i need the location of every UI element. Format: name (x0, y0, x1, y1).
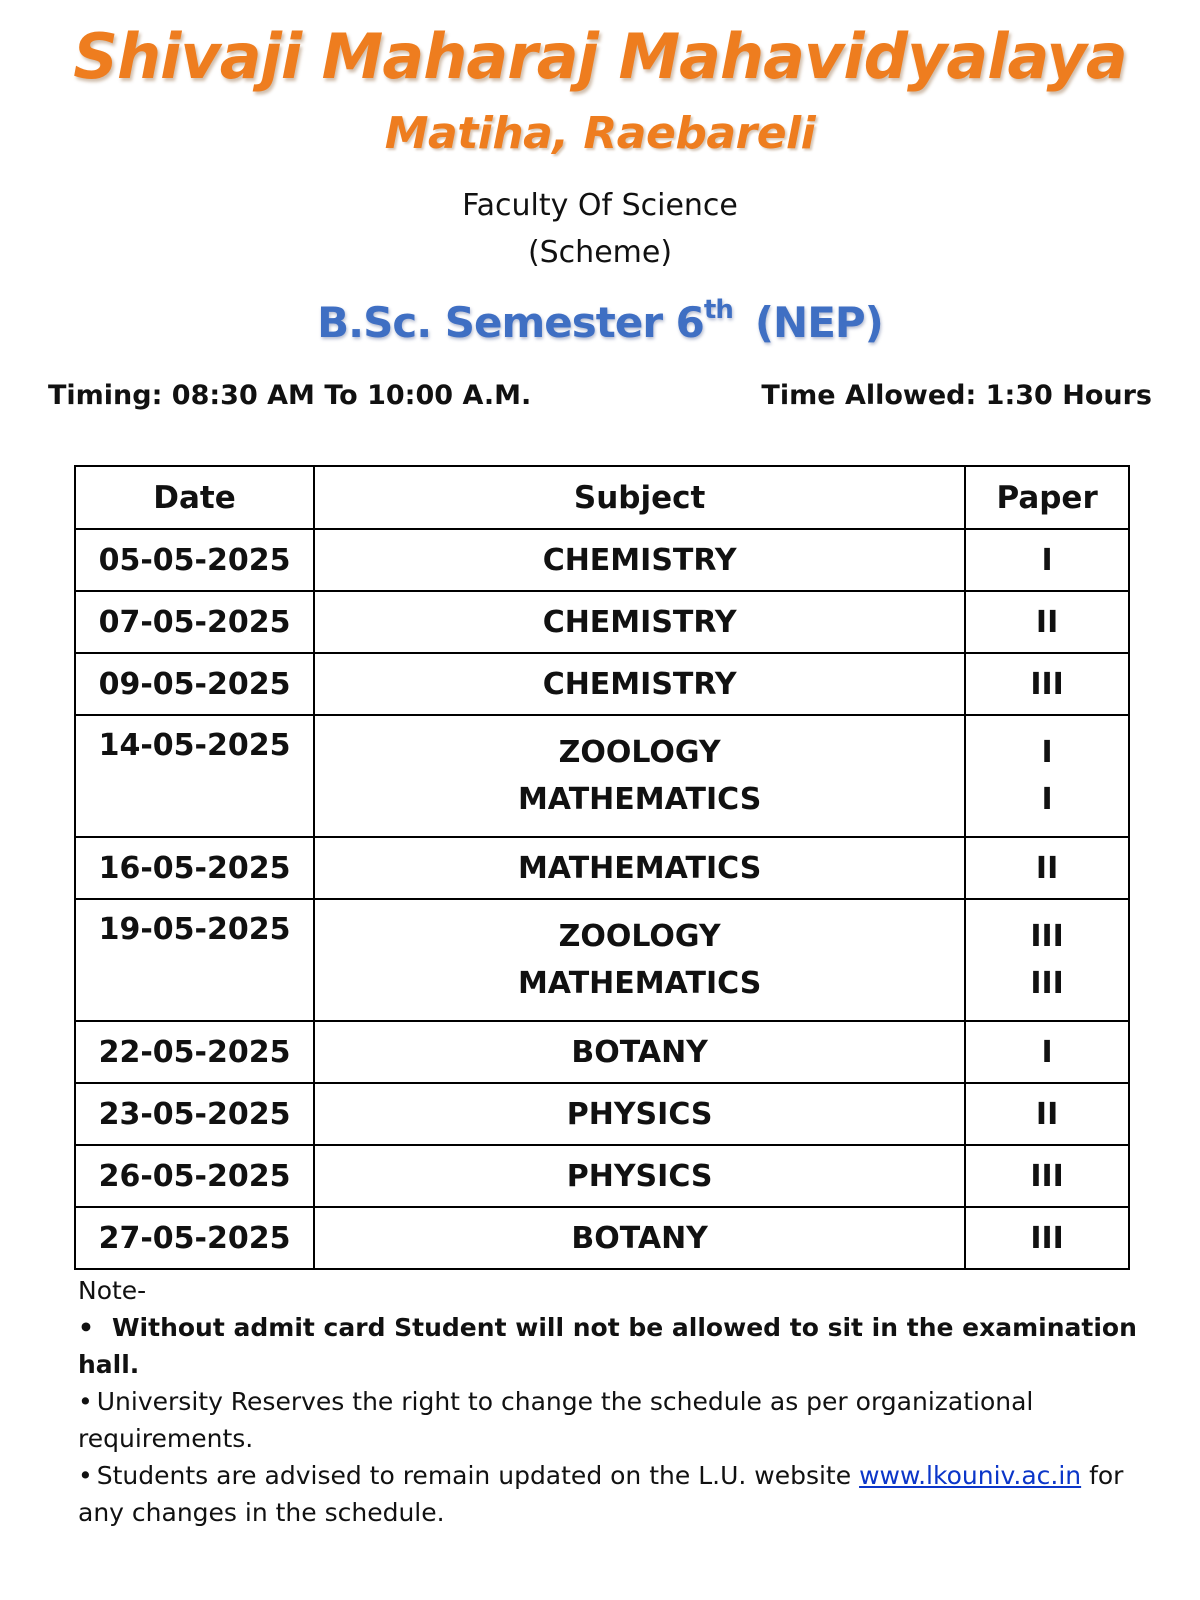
bullet-icon: • (78, 1313, 94, 1342)
exam-paper-cell (965, 715, 1129, 837)
exam-paper-cell (965, 837, 1129, 899)
exam-paper-cell (965, 1145, 1129, 1207)
course-title-suffix: (NEP) (754, 298, 883, 347)
exam-date: 09-05-2025 (75, 653, 314, 715)
exam-paper: II (1035, 850, 1059, 886)
note-text: Without admit card Student will not be allowed to sit in the examination hall. (78, 1313, 1137, 1379)
column-header-date: Date (75, 466, 314, 529)
column-header-subject: Subject (314, 466, 965, 529)
exam-subject: ZOOLOGY (558, 735, 721, 770)
exam-subject-cell (314, 899, 965, 1021)
note-admit-card (78, 1309, 1138, 1383)
exam-subject-cell (314, 591, 965, 653)
exam-subject-cell (314, 653, 965, 715)
exam-paper: III (1030, 1158, 1064, 1194)
exam-subject: CHEMISTRY (542, 542, 737, 578)
college-location: Matiha, Raebareli (384, 108, 816, 159)
course-title-superscript: th (703, 295, 733, 325)
table-row (75, 653, 1129, 715)
exam-paper-cell (965, 899, 1129, 1021)
exam-schedule-table (74, 465, 1130, 1270)
exam-date: 14-05-2025 (75, 715, 314, 837)
column-header-paper: Paper (965, 466, 1129, 529)
table-row (75, 1083, 1129, 1145)
table-row (75, 899, 1129, 1021)
exam-subject: MATHEMATICS (517, 850, 762, 886)
exam-paper: III (1030, 666, 1064, 702)
table-row (75, 1021, 1129, 1083)
table-row (75, 837, 1129, 899)
course-title-prefix: B.Sc. Semester 6 (317, 298, 704, 347)
exam-date: 05-05-2025 (75, 529, 314, 591)
exam-subject: BOTANY (571, 1034, 708, 1070)
exam-subject: CHEMISTRY (542, 666, 737, 702)
college-name: Shivaji Maharaj Mahavidyalaya (73, 20, 1127, 93)
notes-section (78, 1272, 1138, 1531)
table-row (75, 715, 1129, 837)
exam-subject-cell (314, 715, 965, 837)
exam-paper: II (1035, 604, 1059, 640)
exam-date: 07-05-2025 (75, 591, 314, 653)
exam-subject: MATHEMATICS (517, 782, 762, 817)
note-schedule-change (78, 1383, 1138, 1457)
time-allowed: Time Allowed: 1:30 Hours (761, 380, 1152, 411)
exam-paper: I (1041, 1034, 1053, 1070)
exam-date: 26-05-2025 (75, 1145, 314, 1207)
faculty-title: Faculty Of Science (462, 188, 738, 223)
exam-paper: II (1035, 1096, 1059, 1132)
table-body (75, 529, 1129, 1269)
exam-paper-cell (965, 1021, 1129, 1083)
exam-date: 22-05-2025 (75, 1021, 314, 1083)
exam-subject-cell (314, 1083, 965, 1145)
exam-paper-cell (965, 1207, 1129, 1269)
note-text: University Reserves the right to change the schedule as per organizational requirements. (78, 1387, 1034, 1453)
exam-paper: III (1030, 966, 1064, 1001)
table-row (75, 1207, 1129, 1269)
exam-subject-cell (314, 1207, 965, 1269)
exam-subject: ZOOLOGY (558, 919, 721, 954)
bullet-icon: • (78, 1461, 93, 1490)
exam-paper-cell (965, 1083, 1129, 1145)
table-row (75, 591, 1129, 653)
exam-paper: III (1030, 919, 1064, 954)
table-row (75, 529, 1129, 591)
note-text: Students are advised to remain updated on the L.U. website (96, 1461, 860, 1490)
exam-paper: III (1030, 1220, 1064, 1256)
exam-paper: I (1041, 542, 1053, 578)
exam-paper-cell (965, 653, 1129, 715)
exam-paper-cell (965, 591, 1129, 653)
exam-subject: MATHEMATICS (517, 966, 762, 1001)
notes-heading: Note- (78, 1276, 147, 1305)
exam-paper-cell (965, 529, 1129, 591)
exam-subject-cell (314, 1021, 965, 1083)
exam-paper: I (1041, 735, 1053, 770)
exam-subject: PHYSICS (566, 1096, 713, 1132)
exam-date: 27-05-2025 (75, 1207, 314, 1269)
note-website (78, 1457, 1138, 1531)
scheme-label: (Scheme) (527, 235, 673, 270)
exam-subject-cell (314, 837, 965, 899)
exam-subject-cell (314, 1145, 965, 1207)
exam-paper: I (1041, 782, 1053, 817)
university-website-link[interactable]: www.lkouniv.ac.in (859, 1461, 1082, 1490)
exam-subject: PHYSICS (566, 1158, 713, 1194)
exam-subject-cell (314, 529, 965, 591)
exam-date: 19-05-2025 (75, 899, 314, 1021)
timing-row (48, 380, 1152, 411)
exam-subject: CHEMISTRY (542, 604, 737, 640)
exam-date: 23-05-2025 (75, 1083, 314, 1145)
table-row (75, 1145, 1129, 1207)
course-title (0, 295, 1200, 347)
exam-timing: Timing: 08:30 AM To 10:00 A.M. (48, 380, 532, 411)
bullet-icon: • (78, 1387, 93, 1416)
note-text: for any changes in the schedule. (78, 1461, 1124, 1527)
exam-date: 16-05-2025 (75, 837, 314, 899)
exam-subject: BOTANY (571, 1220, 708, 1256)
table-header-row (75, 466, 1129, 529)
